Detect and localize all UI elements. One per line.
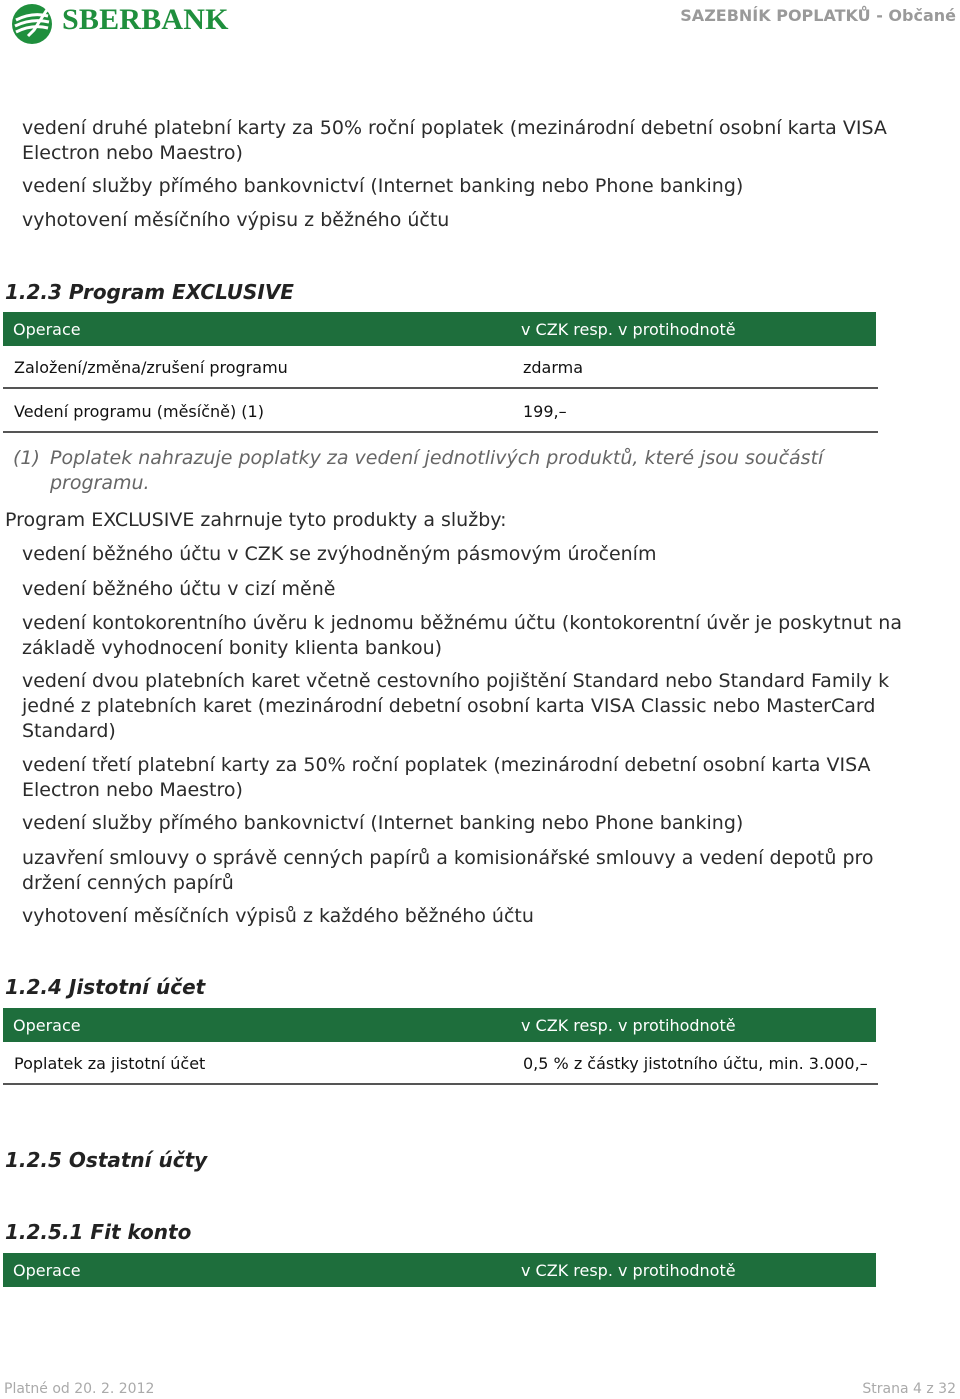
section-heading: 1.2.4 Jistotní účet [5, 975, 206, 999]
row-value: 0,5 % z částky jistotního účtu, min. 3.000,– [523, 1054, 868, 1073]
row-operation: Vedení programu (měsíčně) (1) [14, 402, 264, 421]
table-header [3, 312, 876, 346]
list-item: vedení běžného účtu v CZK se zvýhodněným pásmovým úročením [22, 543, 657, 565]
footnote-text: Poplatek nahrazuje poplatky za vedení jednotlivých produktů, které jsou součástí programu. [50, 447, 824, 494]
column-header-operation: Operace [13, 320, 81, 339]
intro-item: vyhotovení měsíčního výpisu z běžného účtu [22, 209, 450, 231]
table-header [3, 1253, 876, 1287]
row-operation: Poplatek za jistotní účet [14, 1054, 206, 1073]
sberbank-emblem-icon [8, 2, 56, 46]
table-divider [3, 387, 878, 389]
footer-page-number: Strana 4 z 32 [862, 1381, 956, 1397]
section-heading: 1.2.3 Program EXCLUSIVE [5, 280, 294, 304]
section-heading: 1.2.5 Ostatní účty [5, 1148, 208, 1172]
list-item: vedení služby přímého bankovnictví (Internet banking nebo Phone banking) [22, 812, 744, 834]
table-header [3, 1008, 876, 1042]
table-divider [3, 1083, 878, 1085]
table-divider [3, 431, 878, 433]
column-header-value: v CZK resp. v protihodnotě [521, 1016, 736, 1035]
intro-item: vedení druhé platební karty za 50% roční poplatek (mezinárodní debetní osobní karta VISA Electron nebo Maestro) [22, 117, 887, 164]
includes-title: Program EXCLUSIVE zahrnuje tyto produkty a služby: [5, 509, 507, 531]
section-heading: 1.2.5.1 Fit konto [5, 1220, 192, 1244]
footnote-mark: (1) [13, 447, 40, 469]
column-header-value: v CZK resp. v protihodnotě [521, 320, 736, 339]
column-header-operation: Operace [13, 1016, 81, 1035]
list-item: vedení dvou platebních karet včetně cestovního pojištění Standard nebo Standard Family k jedné z platebních karet (mezinárodní debetní osobní karta VISA Classic nebo MasterCard Standard) [22, 670, 890, 742]
row-operation: Založení/změna/zrušení programu [14, 358, 288, 377]
document-title: SAZEBNÍK POPLATKŮ - Občané [680, 6, 956, 25]
sberbank-logo [8, 2, 228, 46]
row-value: 199,– [523, 402, 567, 421]
list-item: vedení běžného účtu v cizí měně [22, 578, 336, 600]
list-item: vyhotovení měsíčních výpisů z každého běžného účtu [22, 905, 534, 927]
list-item: vedení třetí platební karty za 50% roční poplatek (mezinárodní debetní osobní karta VISA Electron nebo Maestro) [22, 754, 871, 801]
list-item: uzavření smlouvy o správě cenných papírů a komisionářské smlouvy a vedení depotů pro držení cenných papírů [22, 847, 874, 894]
brand-name: SBERBANK [62, 3, 229, 36]
column-header-value: v CZK resp. v protihodnotě [521, 1261, 736, 1280]
intro-item: vedení služby přímého bankovnictví (Internet banking nebo Phone banking) [22, 175, 744, 197]
footer-valid-from: Platné od 20. 2. 2012 [4, 1381, 155, 1397]
row-value: zdarma [523, 358, 584, 377]
list-item: vedení kontokorentního úvěru k jednomu běžnému účtu (kontokorentní úvěr je poskytnut na základě vyhodnocení bonity klienta bankou) [22, 612, 902, 659]
column-header-operation: Operace [13, 1261, 81, 1280]
